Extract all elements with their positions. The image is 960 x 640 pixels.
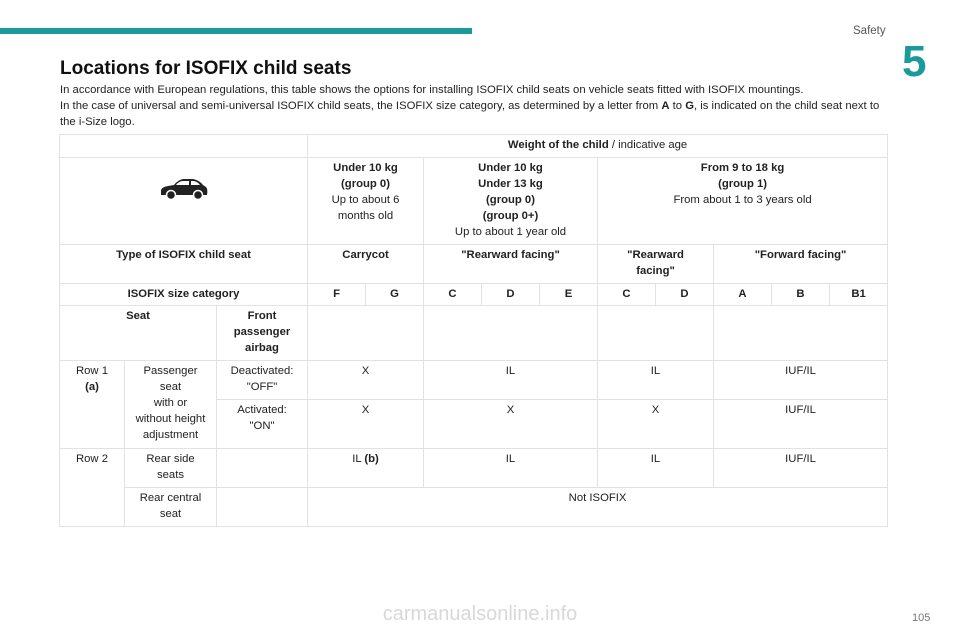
not-isofix-cell: Not ISOFIX xyxy=(308,488,888,527)
chapter-number: 5 xyxy=(902,37,927,86)
type-label: Type of ISOFIX child seat xyxy=(60,245,308,284)
seat-text: seat xyxy=(159,508,182,520)
car-cell xyxy=(60,158,308,245)
size-cell: C xyxy=(424,284,482,306)
size-cell: B1 xyxy=(830,284,888,306)
airbag-state: Activated: xyxy=(237,404,287,416)
value-cell xyxy=(308,449,424,488)
group-weight: Under 10 kg xyxy=(478,162,543,174)
seat-header-row xyxy=(60,306,888,361)
value-cell: IUF/IL xyxy=(714,361,888,400)
intro-text-part: , is indicated on the child seat next to the i-Size logo. xyxy=(60,100,880,128)
row2-label: Row 2 xyxy=(60,449,125,527)
airbag-label xyxy=(217,306,308,361)
type-label-line: facing" xyxy=(636,265,675,277)
seat-text: seat xyxy=(159,381,182,393)
group-name: (group 0) xyxy=(486,194,535,206)
value-cell: X xyxy=(308,400,424,449)
group-1-cell xyxy=(598,158,888,245)
intro-text xyxy=(60,82,880,130)
watermark: carmanualsonline.info xyxy=(382,603,578,625)
letter-a: A xyxy=(661,100,670,112)
row-note: (a) xyxy=(85,381,99,393)
airbag-label-line: passenger xyxy=(233,326,291,338)
intro-paragraph-1: In accordance with European regulations, this table shows the options for installing ISOFIX child seats on vehicle seats fitted with ISOFIX mountings. xyxy=(60,84,804,96)
value-cell: X xyxy=(598,400,714,449)
group-name: (group 0) xyxy=(341,178,390,190)
car-icon xyxy=(159,175,209,201)
value-text: IL xyxy=(352,453,362,465)
row2-side-seat xyxy=(125,449,217,488)
row1-deactivated xyxy=(60,361,888,400)
empty-cell xyxy=(598,306,714,361)
size-category-row xyxy=(60,284,888,306)
row-label-text: Row 1 xyxy=(75,365,109,377)
group-weight: From 9 to 18 kg xyxy=(700,162,785,174)
seat-text: seats xyxy=(156,469,184,481)
airbag-state: Deactivated: xyxy=(230,365,294,377)
empty-cell xyxy=(308,306,424,361)
seat-text: Rear central xyxy=(139,492,202,504)
group-age: Up to about 1 year old xyxy=(454,226,567,238)
weight-header-bold: Weight of the child xyxy=(507,139,609,151)
value-cell: IL xyxy=(424,449,598,488)
size-cell: C xyxy=(598,284,656,306)
group-age: From about 1 to 3 years old xyxy=(673,194,812,206)
isofix-table xyxy=(59,134,888,527)
size-label: ISOFIX size category xyxy=(60,284,308,306)
row2-side-seats xyxy=(60,449,888,488)
weight-header-row xyxy=(60,135,888,158)
seat-label: Seat xyxy=(60,306,217,361)
airbag-activated xyxy=(217,400,308,449)
group-weight: Under 10 kg xyxy=(333,162,398,174)
group-name: (group 0+) xyxy=(482,210,539,222)
size-cell: F xyxy=(308,284,366,306)
airbag-deactivated xyxy=(217,361,308,400)
type-carrycot: Carrycot xyxy=(308,245,424,284)
group-age: months old xyxy=(337,210,394,222)
size-cell: B xyxy=(772,284,830,306)
row2-central-seat xyxy=(60,488,888,527)
intro-text-part: to xyxy=(669,100,686,112)
size-cell: D xyxy=(656,284,714,306)
size-cell: E xyxy=(540,284,598,306)
row1-label xyxy=(60,361,125,449)
letter-g: G xyxy=(685,100,694,112)
seat-text: Rear side xyxy=(146,453,195,465)
weight-header xyxy=(308,135,888,158)
airbag-label-line: airbag xyxy=(245,342,279,354)
size-cell: D xyxy=(482,284,540,306)
seat-text: without height xyxy=(135,413,206,425)
intro-text-part: In the case of universal and semi-universal ISOFIX child seats, the ISOFIX size category, as determined by a letter from xyxy=(60,100,662,112)
type-forward-facing: "Forward facing" xyxy=(714,245,888,284)
value-cell: X xyxy=(424,400,598,449)
empty-cell xyxy=(217,488,308,527)
group-row xyxy=(60,158,888,245)
header-accent-bar xyxy=(0,28,472,34)
size-cell: G xyxy=(366,284,424,306)
weight-header-rest: / indicative age xyxy=(608,139,688,151)
seat-text: with or xyxy=(153,397,188,409)
intro-paragraph-2 xyxy=(60,98,880,130)
empty-cell xyxy=(424,306,598,361)
empty-cell xyxy=(60,135,308,158)
type-label-line: "Rearward xyxy=(627,249,684,261)
page-number: 105 xyxy=(912,612,931,624)
type-rearward-facing: "Rearward facing" xyxy=(424,245,598,284)
group-0-cell xyxy=(308,158,424,245)
type-rearward-facing-2 xyxy=(598,245,714,284)
airbag-state: "OFF" xyxy=(246,381,278,393)
value-cell: IL xyxy=(424,361,598,400)
section-title: Safety xyxy=(853,25,886,37)
value-note: (b) xyxy=(364,453,379,465)
group-weight: Under 13 kg xyxy=(478,178,543,190)
page-title: Locations for ISOFIX child seats xyxy=(60,58,352,79)
value-cell: IUF/IL xyxy=(714,400,888,449)
value-cell: IL xyxy=(598,449,714,488)
seat-type-row xyxy=(60,245,888,284)
value-cell: IL xyxy=(598,361,714,400)
empty-cell xyxy=(217,449,308,488)
empty-cell xyxy=(714,306,888,361)
group-0plus-cell xyxy=(424,158,598,245)
seat-text: Passenger xyxy=(143,365,198,377)
airbag-state: "ON" xyxy=(249,420,275,432)
group-name: (group 1) xyxy=(718,178,768,190)
value-cell: X xyxy=(308,361,424,400)
group-age: Up to about 6 xyxy=(331,194,400,206)
row2-central xyxy=(125,488,217,527)
size-cell: A xyxy=(714,284,772,306)
airbag-label-line: Front xyxy=(247,310,277,322)
seat-text: adjustment xyxy=(142,429,199,441)
value-cell: IUF/IL xyxy=(714,449,888,488)
row1-seat xyxy=(125,361,217,449)
